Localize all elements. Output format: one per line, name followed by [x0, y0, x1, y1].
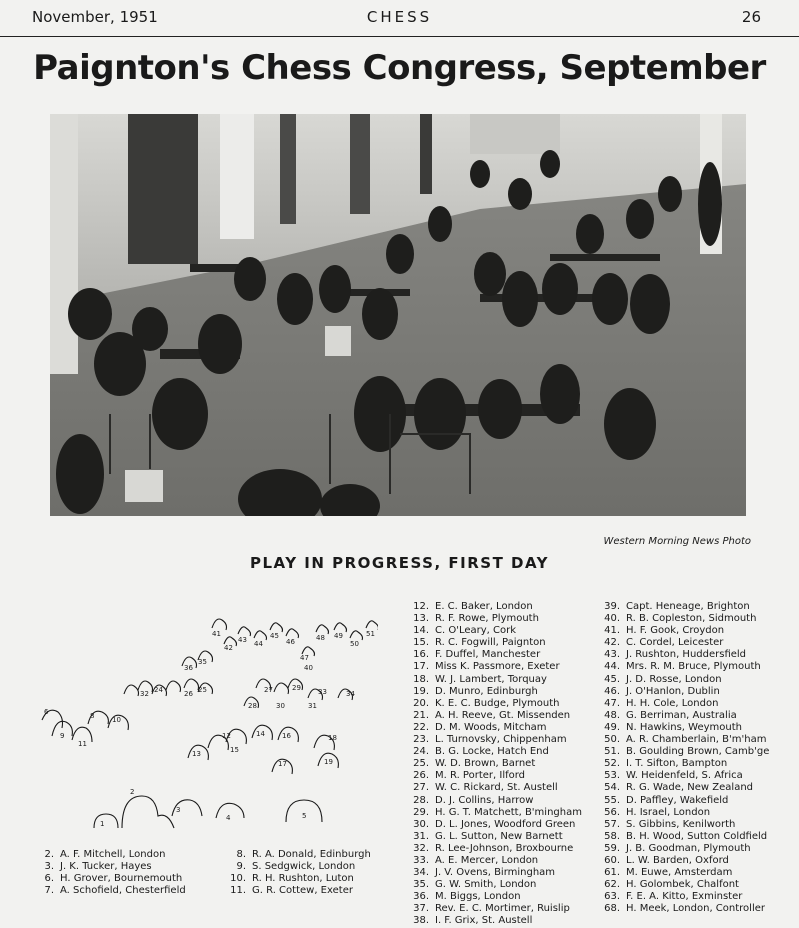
list-item: [405, 855, 582, 867]
player-name: C. Cordel, Leicester: [626, 637, 724, 649]
player-list-bottom-mid: [222, 849, 371, 897]
list-item: [405, 819, 582, 831]
entry-number: 18.: [413, 673, 429, 685]
key-number: 43: [238, 636, 247, 644]
player-name: R. F. Rowe, Plymouth: [435, 613, 539, 625]
list-item: [596, 601, 769, 613]
list-item: [405, 698, 582, 710]
key-number: 19: [324, 758, 333, 766]
seating-key-diagram: [38, 616, 378, 838]
entry-number: 20.: [413, 697, 429, 709]
player-name: H. Israel, London: [626, 806, 711, 818]
entry-number: 28.: [413, 794, 429, 806]
list-item: [596, 674, 769, 686]
entry-number: 30.: [413, 818, 429, 830]
player-name: A. R. Chamberlain, B'm'ham: [626, 734, 767, 746]
entry-number: 44.: [604, 661, 620, 673]
key-number: 31: [308, 702, 317, 710]
list-item: [405, 915, 582, 927]
key-number: 17: [278, 760, 287, 768]
list-item: [405, 879, 582, 891]
key-number: 10: [112, 716, 121, 724]
player-list-column-2: [596, 601, 769, 915]
player-name: R. G. Wade, New Zealand: [626, 782, 754, 794]
photo-credit: Western Morning News Photo: [603, 536, 751, 547]
player-name: W. J. Lambert, Torquay: [435, 673, 547, 685]
list-item: 3. J. K. Tucker, Hayes: [44, 861, 152, 873]
list-item: [596, 879, 769, 891]
entry-number: 23.: [413, 734, 429, 746]
list-item: [405, 686, 582, 698]
key-number: 27: [264, 686, 273, 694]
key-number: 29: [292, 684, 301, 692]
entry-number: 60.: [604, 854, 620, 866]
list-item: [405, 903, 582, 915]
player-name: D. L. Jones, Woodford Green: [435, 818, 576, 830]
list-item: 9. S. Sedgwick, London: [236, 861, 356, 873]
list-item: [405, 601, 582, 613]
player-name: W. D. Brown, Barnet: [435, 758, 536, 770]
list-item: [596, 734, 769, 746]
list-item: [596, 855, 769, 867]
player-name: L. Turnovsky, Chippenham: [435, 734, 567, 746]
entry-number: 57.: [604, 818, 620, 830]
player-name: F. Duffel, Manchester: [435, 649, 541, 661]
entry-number: 37.: [413, 903, 429, 915]
player-name: M. R. Porter, Ilford: [435, 770, 526, 782]
player-name: R. C. Fogwill, Paignton: [435, 637, 546, 649]
player-name: H. Golombek, Chalfont: [626, 879, 739, 891]
player-name: B. H. Wood, Sutton Coldfield: [626, 830, 768, 842]
key-number: 3: [176, 806, 181, 814]
key-number: 35: [198, 658, 207, 666]
list-item: [596, 903, 769, 915]
entry-number: 25.: [413, 758, 429, 770]
entry-number: 22.: [413, 721, 429, 733]
list-item: [405, 782, 582, 794]
article-title: Paignton's Chess Congress, September: [33, 48, 766, 88]
list-item: [596, 661, 769, 673]
key-number: 47: [300, 654, 309, 662]
entry-number: 49.: [604, 721, 620, 733]
key-number: 25: [198, 686, 207, 694]
list-item: [405, 613, 582, 625]
player-name: H. H. Cole, London: [626, 697, 719, 709]
list-item: 7. A. Schofield, Chesterfield: [44, 885, 186, 897]
entry-number: 19.: [413, 685, 429, 697]
entry-number: 55.: [604, 794, 620, 806]
list-item: 2. A. F. Mitchell, London: [44, 849, 166, 860]
list-item: [405, 710, 582, 722]
key-number: 4: [226, 814, 231, 822]
list-item: [405, 795, 582, 807]
player-name: Rev. E. C. Mortimer, Ruislip: [435, 903, 570, 915]
list-item: [405, 734, 582, 746]
list-item: [405, 770, 582, 782]
entry-number: 68.: [604, 903, 620, 915]
list-item: [596, 819, 769, 831]
player-name: W. Heidenfeld, S. Africa: [626, 770, 743, 782]
page-number: 26: [741, 8, 761, 26]
key-number: 8: [90, 712, 95, 720]
player-name: D. Munro, Edinburgh: [435, 685, 538, 697]
entry-number: 15.: [413, 637, 429, 649]
page-header: [0, 0, 799, 37]
entry-number: 53.: [604, 770, 620, 782]
list-item: 8. R. A. Donald, Edinburgh: [236, 849, 371, 860]
entry-number: 29.: [413, 806, 429, 818]
key-number: 5: [302, 812, 307, 820]
photo-illustration: [50, 114, 746, 516]
list-item: [596, 698, 769, 710]
entry-number: 12.: [413, 601, 429, 612]
entry-number: 35.: [413, 879, 429, 891]
player-name: Miss K. Passmore, Exeter: [435, 661, 560, 673]
key-number: 11: [78, 740, 87, 748]
list-item: [405, 649, 582, 661]
key-number: 14: [256, 730, 265, 738]
player-name: J. D. Rosse, London: [626, 673, 722, 685]
list-item: 10. R. H. Rushton, Luton: [230, 873, 354, 885]
player-name: D. Paffley, Wakefield: [626, 794, 729, 806]
player-name: W. C. Rickard, St. Austell: [435, 782, 558, 794]
list-item: [405, 625, 582, 637]
entry-number: 40.: [604, 613, 620, 625]
key-number: 36: [184, 664, 193, 672]
list-item: [596, 710, 769, 722]
player-name: H. F. Gook, Croydon: [626, 625, 725, 637]
entry-number: 52.: [604, 758, 620, 770]
key-number: 34: [346, 690, 355, 698]
player-list-column-1: [405, 601, 582, 928]
key-number: 15: [230, 746, 239, 754]
magazine-name: CHESS: [366, 8, 433, 26]
key-number: 32: [140, 690, 149, 698]
entry-number: 47.: [604, 697, 620, 709]
key-number: 12: [222, 732, 231, 740]
entry-number: 13.: [413, 613, 429, 625]
list-item: [596, 807, 769, 819]
entry-number: 61.: [604, 867, 620, 879]
list-item: [596, 891, 769, 903]
list-item: [405, 807, 582, 819]
key-number: 50: [350, 640, 359, 648]
entry-number: 26.: [413, 770, 429, 782]
key-number: 1: [100, 820, 105, 828]
player-name: D. M. Woods, Mitcham: [435, 721, 547, 733]
entry-number: 24.: [413, 746, 429, 758]
key-number: 24: [154, 686, 163, 694]
entry-number: 17.: [413, 661, 429, 673]
key-number: 42: [224, 644, 233, 652]
key-number: 28: [248, 702, 257, 710]
list-item: [596, 613, 769, 625]
player-name: E. C. Baker, London: [435, 601, 533, 612]
list-item: [596, 843, 769, 855]
player-name: G. W. Smith, London: [435, 879, 537, 891]
player-name: K. E. C. Budge, Plymouth: [435, 697, 560, 709]
entry-number: 45.: [604, 673, 620, 685]
entry-number: 39.: [604, 601, 620, 612]
list-item: [596, 722, 769, 734]
list-item: 11. G. R. Cottew, Exeter: [230, 885, 353, 897]
entry-number: 36.: [413, 891, 429, 903]
list-item: [596, 637, 769, 649]
list-item: [405, 722, 582, 734]
key-number: 49: [334, 632, 343, 640]
entry-number: 50.: [604, 734, 620, 746]
entry-number: 34.: [413, 867, 429, 879]
entry-number: 43.: [604, 649, 620, 661]
list-item: [405, 674, 582, 686]
list-item: [596, 758, 769, 770]
player-name: M. Biggs, London: [435, 891, 521, 903]
list-item: [405, 746, 582, 758]
entry-number: 48.: [604, 709, 620, 721]
player-name: M. Euwe, Amsterdam: [626, 867, 733, 879]
list-item: [596, 649, 769, 661]
player-name: Mrs. R. M. Bruce, Plymouth: [626, 661, 761, 673]
player-name: G. L. Sutton, New Barnett: [435, 830, 563, 842]
entry-number: 16.: [413, 649, 429, 661]
entry-number: 46.: [604, 685, 620, 697]
key-number: 2: [130, 788, 135, 796]
player-list-bottom-left: [30, 849, 186, 897]
entry-number: 63.: [604, 891, 620, 903]
player-name: R. Lee-Johnson, Broxbourne: [435, 842, 574, 854]
player-name: H. Meek, London, Controller: [626, 903, 765, 915]
entry-number: 38.: [413, 915, 429, 927]
list-item: [405, 843, 582, 855]
entry-number: 33.: [413, 854, 429, 866]
key-number: 33: [318, 688, 327, 696]
player-name: B. G. Locke, Hatch End: [435, 746, 549, 758]
list-item: [405, 758, 582, 770]
player-name: L. W. Barden, Oxford: [626, 854, 729, 866]
key-number: 30: [276, 702, 285, 710]
entry-number: 56.: [604, 806, 620, 818]
list-item: [596, 831, 769, 843]
key-number: 41: [212, 630, 221, 638]
list-item: [596, 746, 769, 758]
photo-caption: PLAY IN PROGRESS, FIRST DAY: [249, 554, 550, 572]
key-number: 18: [328, 734, 337, 742]
list-item: [405, 831, 582, 843]
entry-number: 41.: [604, 625, 620, 637]
player-name: J. V. Ovens, Birmingham: [435, 867, 556, 879]
list-item: [596, 625, 769, 637]
player-name: G. Berriman, Australia: [626, 709, 737, 721]
issue-date: November, 1951: [32, 8, 158, 26]
player-name: A. E. Mercer, London: [435, 854, 539, 866]
key-number: 26: [184, 690, 193, 698]
player-name: S. Gibbins, Kenilworth: [626, 818, 736, 830]
list-item: 6. H. Grover, Bournemouth: [44, 873, 183, 885]
player-name: C. O'Leary, Cork: [435, 625, 517, 637]
list-item: [596, 770, 769, 782]
key-number: 13: [192, 750, 201, 758]
key-number: 51: [366, 630, 375, 638]
entry-number: 62.: [604, 879, 620, 891]
list-item: [596, 795, 769, 807]
player-name: J. O'Hanlon, Dublin: [626, 685, 720, 697]
key-number: 16: [282, 732, 291, 740]
list-item: [405, 891, 582, 903]
player-name: Capt. Heneage, Brighton: [626, 601, 750, 612]
player-name: J. B. Goodman, Plymouth: [626, 842, 751, 854]
entry-number: 42.: [604, 637, 620, 649]
entry-number: 32.: [413, 842, 429, 854]
entry-number: 51.: [604, 746, 620, 758]
player-name: N. Hawkins, Weymouth: [626, 721, 742, 733]
list-item: [596, 686, 769, 698]
player-name: F. E. A. Kitto, Exminster: [626, 891, 743, 903]
list-item: [596, 782, 769, 794]
player-name: I. T. Sifton, Bampton: [626, 758, 728, 770]
entry-number: 54.: [604, 782, 620, 794]
player-name: J. Rushton, Huddersfield: [626, 649, 747, 661]
entry-number: 21.: [413, 709, 429, 721]
list-item: [405, 661, 582, 673]
key-number: 46: [286, 638, 295, 646]
key-number: 48: [316, 634, 325, 642]
player-name: I. F. Grix, St. Austell: [435, 915, 533, 927]
player-name: A. H. Reeve, Gt. Missenden: [435, 709, 571, 721]
key-number: 40: [304, 664, 313, 672]
entry-number: 59.: [604, 842, 620, 854]
entry-number: 31.: [413, 830, 429, 842]
entry-number: 27.: [413, 782, 429, 794]
key-number: 6: [44, 708, 49, 716]
key-number: 45: [270, 632, 279, 640]
entry-number: 58.: [604, 830, 620, 842]
player-name: R. B. Copleston, Sidmouth: [626, 613, 757, 625]
list-item: [405, 867, 582, 879]
key-number: 9: [60, 732, 65, 740]
player-name: D. J. Collins, Harrow: [435, 794, 534, 806]
tournament-photo: [50, 114, 746, 516]
entry-number: 14.: [413, 625, 429, 637]
key-number: 44: [254, 640, 263, 648]
list-item: [596, 867, 769, 879]
player-name: B. Goulding Brown, Camb'ge: [626, 746, 770, 758]
player-name: H. G. T. Matchett, B'mingham: [435, 806, 582, 818]
list-item: [405, 637, 582, 649]
